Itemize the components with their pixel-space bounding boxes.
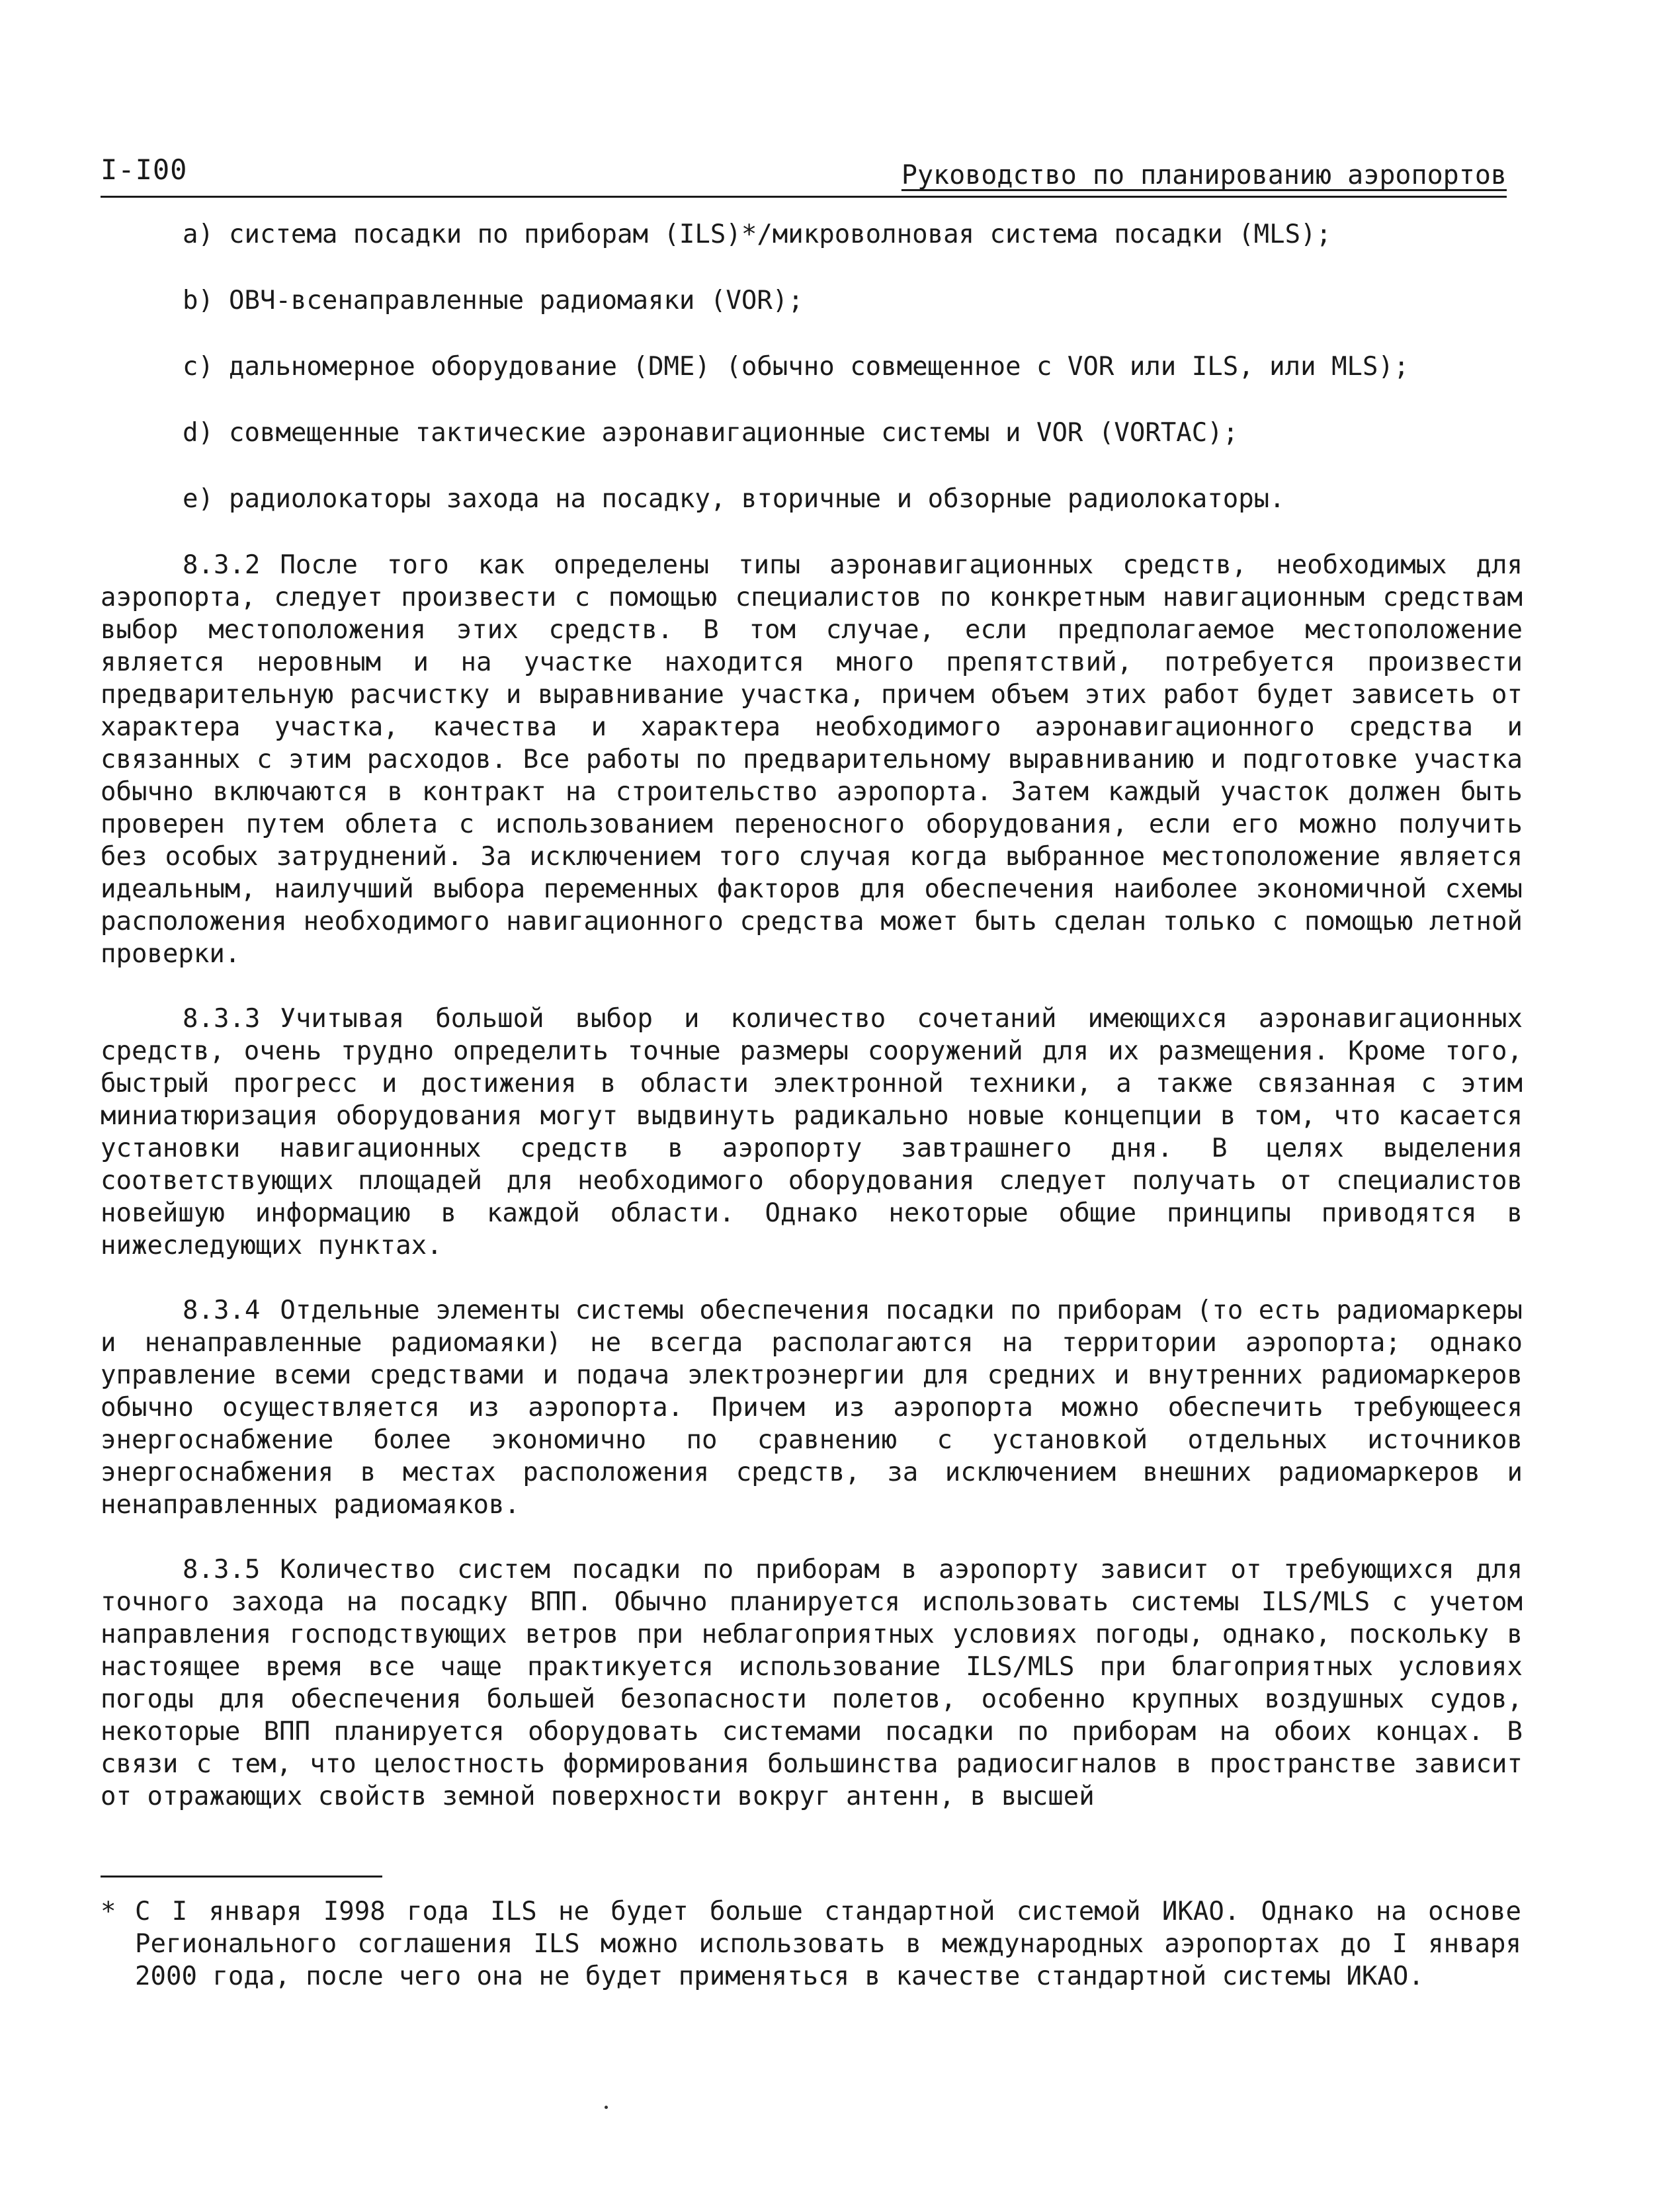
- list-item-text: совмещенные тактические аэронавигационные системы и VOR (VORTAC);: [229, 418, 1239, 448]
- paragraph-text: Учитывая большой выбор и количество сочетаний имеющихся аэронавигационных средств, очень трудно определить точные размеры сооружений для их размещения. Кроме того, быстрый прогресс и достижения в области электронной техники, а также связанная с этим миниатюризация оборудования могут выдвинуть радикально новые концепции в том, что касается установки навигационных средств в аэропорту завтрашнего дня. В целях выделения соответствующих площадей для необходимого оборудования следует получать от специалистов новейшую информацию в каждой области. Однако некоторые общие принципы приводятся в нижеследующих пунктах.: [101, 1004, 1523, 1260]
- paragraph-text: После того как определены типы аэронавигационных средств, необходимых для аэропорта, следует произвести с помощью специалистов по конкретным навигационным средствам выбор местоположения этих средств. В том случае, если предполагаемое местоположение является неровным и на участке находится много препятствий, потребуется произвести предварительную расчистку и выравнивание участка, причем объем этих работ будет зависеть от характера участка, качества и характера необходимого аэронавигационного средства и связанных с этим расходов. Все работы по предварительному выравниванию и подготовке участка обычно включаются в контракт на строительство аэропорта. Затем каждый участок должен быть проверен путем облета с использованием переносного оборудования, если его можно получить без особых затруднений. За исключением того случая когда выбранное местоположение является идеальным, наилучший выбора переменных факторов для обеспечения наиболее экономичной схемы расположения необходимого навигационного средства может быть сделан только с помощью летной проверки.: [101, 550, 1523, 969]
- footnote-rule: [101, 1876, 382, 1878]
- list-marker: b): [183, 286, 214, 315]
- header-rule: [101, 196, 1507, 198]
- list-marker: d): [183, 418, 214, 448]
- list-marker: c): [183, 352, 214, 382]
- list-item: [101, 218, 1523, 251]
- list-item-text: дальномерное оборудование (DME) (обычно совмещенное с VOR или ILS, или MLS);: [229, 352, 1409, 382]
- list-item: [101, 351, 1523, 383]
- paragraph-number: 8.3.3: [183, 1004, 261, 1034]
- list-item-text: система посадки по приборам (ILS)*/микроволновая система посадки (MLS);: [229, 220, 1332, 249]
- paragraph-number: 8.3.4: [183, 1296, 261, 1325]
- paragraph-text: Количество систем посадки по приборам в аэропорту зависит от требующихся для точного захода на посадку ВПП. Обычно планируется использовать системы ILS/MLS с учетом направления господствующих ветров при неблагоприятных условиях погоды, однако, поскольку в настоящее время все чаще практикуется использование ILS/MLS при благоприятных условиях погоды для обеспечения большей безопасности полетов, особенно крупных воздушных судов, некоторые ВПП планируется оборудовать системами посадки по приборам на обоих концах. В связи с тем, что целостность формирования большинства радиосигналов в пространстве зависит от отражающих свойств земной поверхности вокруг антенн, в высшей: [101, 1555, 1523, 1811]
- footnote-marker: *: [101, 1897, 116, 1926]
- footnote-text: С I января I998 года ILS не будет больше стандартной системой ИКАО. Однако на основе Регионального соглашения ILS можно использовать в международных аэропортах до I января 2000 года, после чего она не будет применяться в качестве стандартной системы ИКАО.: [135, 1897, 1521, 1991]
- paragraph-number: 8.3.2: [183, 550, 261, 580]
- list-marker: e): [183, 484, 214, 514]
- paragraph-8-3-4: [101, 1294, 1523, 1521]
- list-item: [101, 417, 1523, 449]
- list-marker: а): [183, 220, 214, 249]
- paragraph-8-3-2: [101, 549, 1523, 970]
- main-text: [101, 218, 1523, 1845]
- list-item: [101, 483, 1523, 515]
- running-title: Руководство по планированию аэропортов: [901, 160, 1507, 190]
- paragraph-text: Отдельные элементы системы обеспечения посадки по приборам (то есть радиомаркеры и ненаправленные радиомаяки) не всегда располагаются на территории аэропорта; однако управление всеми средствами и подача электроэнергии для средних и внутренних радиомаркеров обычно осуществляется из аэропорта. Причем из аэропорта можно обеспечить требующееся энергоснабжение более экономично по сравнению с установкой отдельных источников энергоснабжения в местах расположения средств, за исключением внешних радиомаркеров и ненаправленных радиомаяков.: [101, 1296, 1523, 1520]
- list-item: [101, 284, 1523, 317]
- list-item-text: радиолокаторы захода на посадку, вторичные и обзорные радиолокаторы.: [229, 484, 1285, 514]
- paragraph-8-3-3: [101, 1003, 1523, 1262]
- footnote: [101, 1895, 1521, 1993]
- list-item-text: ОВЧ-всенаправленные радиомаяки (VOR);: [229, 286, 804, 315]
- paragraph-number: 8.3.5: [183, 1555, 261, 1585]
- scan-speck: [605, 2106, 608, 2109]
- page-number: I-I00: [101, 153, 188, 186]
- paragraph-8-3-5: [101, 1553, 1523, 1813]
